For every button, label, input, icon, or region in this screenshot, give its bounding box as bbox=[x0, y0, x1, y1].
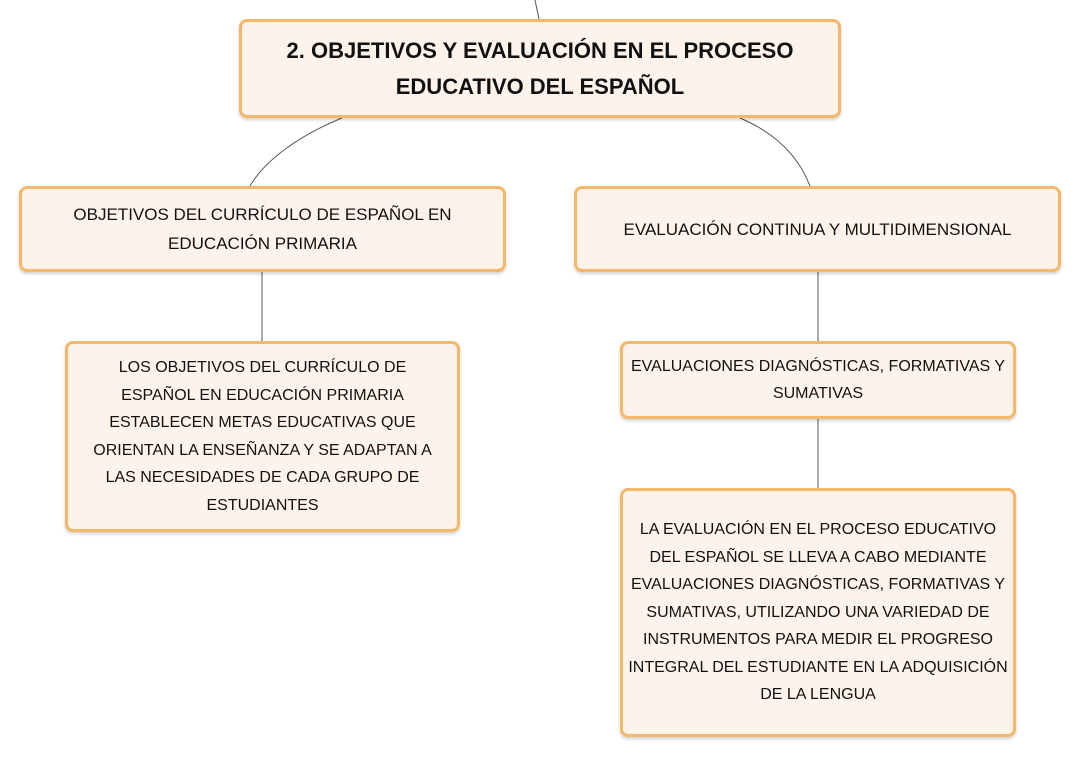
connector-root-to-right bbox=[740, 118, 810, 186]
root-node[interactable] bbox=[239, 19, 841, 118]
objetivos-detail-node[interactable] bbox=[65, 341, 460, 532]
connector-root-to-left bbox=[250, 118, 342, 186]
objetivos-node[interactable] bbox=[19, 186, 506, 272]
connector-parent-to-root bbox=[535, 0, 539, 19]
evaluacion-node-label: EVALUACIÓN CONTINUA Y MULTIDIMENSIONAL bbox=[623, 219, 1012, 239]
evaluaciones-tipos-node[interactable] bbox=[620, 341, 1016, 419]
evaluacion-detail-node[interactable] bbox=[620, 488, 1016, 737]
root-node-label: 2. OBJETIVOS Y EVALUACIÓN EN EL PROCESO EDUCATIVO DEL ESPAÑOL bbox=[286, 37, 794, 99]
evaluaciones-tipos-label: EVALUACIONES DIAGNÓSTICAS, FORMATIVAS Y SUMATIVAS bbox=[631, 357, 1005, 402]
objetivos-node-label: OBJETIVOS DEL CURRÍCULO DE ESPAÑOL EN EDUCACIÓN PRIMARIA bbox=[73, 205, 452, 253]
objetivos-detail-label: LOS OBJETIVOS DEL CURRÍCULO DE ESPAÑOL EN EDUCACIÓN PRIMARIA ESTABLECEN METAS EDUCATIVAS QUE ORIENTAN LA ENSEÑANZA Y SE ADAPTAN A LAS NECESIDADES DE CADA GRUPO DE ESTUDIANTES bbox=[93, 359, 432, 514]
evaluacion-node[interactable] bbox=[574, 186, 1061, 272]
evaluacion-detail-label: LA EVALUACIÓN EN EL PROCESO EDUCATIVO DEL ESPAÑOL SE LLEVA A CABO MEDIANTE EVALUACIONES DIAGNÓSTICAS, FORMATIVAS Y SUMATIVAS, UTILIZANDO UNA VARIEDAD DE INSTRUMENTOS PARA MEDIR EL PROGRESO INTEGRAL DEL ESTUDIANTE EN LA ADQUISICIÓN DE LA LENGUA bbox=[628, 521, 1008, 704]
